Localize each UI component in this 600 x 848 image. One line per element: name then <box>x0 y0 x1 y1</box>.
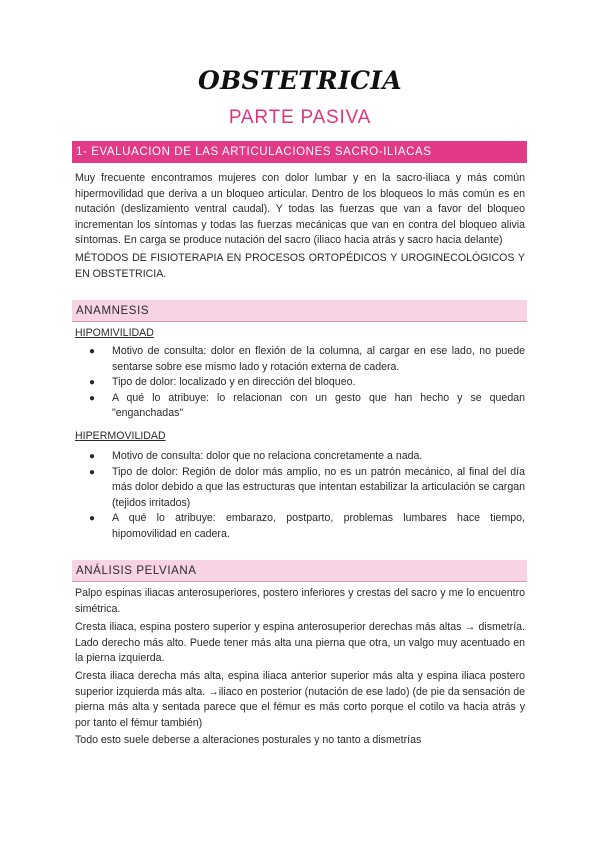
list-item: ● Motivo de consulta: dolor que no relaciona concretamente a nada. <box>75 449 525 465</box>
document-title: OBSTETRICIA <box>198 66 402 95</box>
bullet-icon: ● <box>89 466 96 478</box>
section-heading-anamnesis: ANAMNESIS <box>72 300 527 322</box>
analisis-paragraph-4: Todo esto suele deberse a alteraciones posturales y no tanto a dismetrías <box>75 734 422 746</box>
list-item: ● Tipo de dolor: Región de dolor más amplio, no es un patrón mecánico, al final del día más dolor debido a que las estructuras que intentan estabilizar la articulación se cargan (tejidos irritados) <box>89 465 525 509</box>
bullet-icon: ● <box>89 346 96 357</box>
bullet-icon: ● <box>89 392 96 404</box>
intro-paragraph: Muy frecuente encontramos mujeres con dolor lumbar y en la sacro-iliaca y más común hipermovilidad que deriva a un bloqueo articular. Dentro de los bloqueos lo más común es en nutación (deslizamiento ventral caudal). Y todas las fuerzas que van a favor del bloqueo incrementan los síntomas y todas las fuerzas mecánicas que van en contra del bloqueo alivia síntomas. En carga se produce nutación del sacro (iliaco hacia atrás y sacro hacia delante) <box>75 172 525 246</box>
analisis-paragraph-2: Cresta iliaca, espina postero superior y espina anterosuperior derechas más altas → dismetría. Lado derecho más alto. Puede tener más alta una pierna que otra, un valgo muy acentuado en la pierna izquierda. <box>75 621 525 664</box>
methods-paragraph: MÉTODOS DE FISIOTERAPIA EN PROCESOS ORTOPÉDICOS Y UROGINECOLÓGICOS Y EN OBSTETRICIA. <box>75 252 525 280</box>
document-subtitle: PARTE PASIVA <box>228 107 372 128</box>
list-item: ● Motivo de consulta: dolor en flexión de la columna, al cargar en ese lado, no puede sentarse sobre ese mismo lado y rotación externa de cadera. <box>89 345 525 373</box>
analisis-paragraph-3: Cresta iliaca derecha más alta, espina iliaca anterior superior más alta y espina iliaca postero superior izquierda más alta. →iliaco en posterior (nutación de ese lado) (de pie da sensación de pierna más alta y sentada parece que el fémur es más corto porque el cotilo va hacia atrás y por tanto el fémur también) <box>75 670 525 729</box>
subheading-hipermovilidad: HIPERMOVILIDAD <box>75 430 166 442</box>
section-heading-evaluacion: 1- EVALUACION DE LAS ARTICULACIONES SACRO-ILIACAS <box>72 141 527 163</box>
list-item: ● A qué lo atribuye: lo relacionan con un gesto que han hecho y se quedan "enganchadas" <box>89 391 525 419</box>
analisis-paragraph-1: Palpo espinas iliacas anterosuperiores, postero inferiores y crestas del sacro y me lo encuentro simétrica. <box>75 587 525 615</box>
bullet-icon: ● <box>89 451 96 462</box>
list-item: ● Tipo de dolor: localizado y en dirección del bloqueo. <box>75 375 525 391</box>
list-item: ● A qué lo atribuye: embarazo, postparto, problemas lumbares hace tiempo, hipomovilidad en cadera. <box>89 512 525 540</box>
hipomovilidad-list <box>75 344 525 422</box>
section-heading-analisis-pelviana: ANÁLISIS PELVIANA <box>72 560 527 582</box>
hipermovilidad-list <box>75 449 525 542</box>
bullet-icon: ● <box>89 513 96 524</box>
bullet-icon: ● <box>89 377 96 388</box>
subheading-hipomovilidad: HIPOMIVILIDAD <box>75 327 154 339</box>
